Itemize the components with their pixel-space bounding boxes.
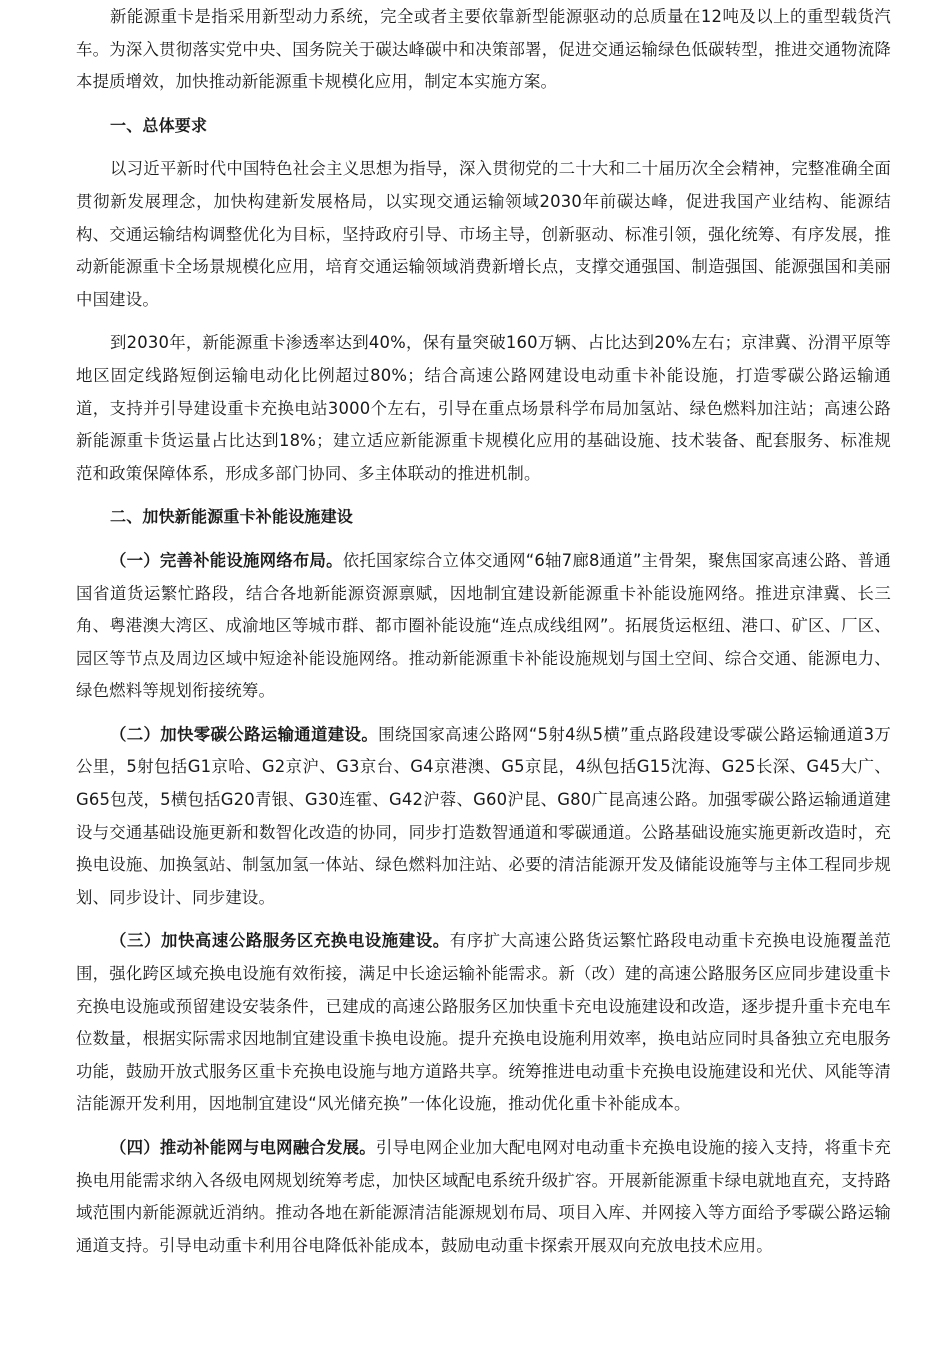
section-heading-charging-facilities: 二、加快新能源重卡补能设施建设 <box>110 507 354 527</box>
item-title: （一）完善补能设施网络布局。 <box>110 550 343 570</box>
intro-paragraph: 新能源重卡是指采用新型动力系统，完全或者主要依靠新型能源驱动的总质量在12吨及以上的重型载货汽车。为深入贯彻落实党中央、国务院关于碳达峰碳中和决策部署，促进交通运输绿色低碳转型，推进交通物流降本提质增效，加快推动新能源重卡规模化应用，制定本实施方案。 <box>76 7 891 92</box>
item-body: 引导电网企业加大配电网对电动重卡充换电设施的接入支持，将重卡充换电用能需求纳入各级电网规划统筹考虑，加快区域配电系统升级扩容。开展新能源重卡绿电就地直充，支持路域范围内新能源就近消纳。推动各地在新能源清洁能源规划布局、项目入库、并网接入等方面给予零碳公路运输通道支持。引导电动重卡利用谷电降低补能成本，鼓励电动重卡探索开展双向充放电技术应用。 <box>76 1138 892 1255</box>
item-zero-carbon-corridor <box>76 719 891 915</box>
item-title: （三）加快高速公路服务区充换电设施建设。 <box>110 931 450 951</box>
item-network-layout <box>76 545 891 708</box>
item-service-area-charging <box>76 925 891 1121</box>
targets-2030-paragraph: 到2030年，新能源重卡渗透率达到40%，保有量突破160万辆、占比达到20%左右；京津冀、汾渭平原等地区固定线路短倒运输电动化比例超过80%；结合高速公路网建设电动重卡补能设施，打造零碳公路运输通道，支持并引导建设重卡充换电站3000个左右，引导在重点场景科学布局加氢站、绿色燃料加注站；高速公路新能源重卡货运量占比达到18%；建立适应新能源重卡规模化应用的基础设施、技术装备、配套服务、标准规范和政策保障体系，形成多部门协同、多主体联动的推进机制。 <box>76 333 891 483</box>
item-title: （四）推动补能网与电网融合发展。 <box>110 1138 376 1157</box>
item-body: 围绕国家高速公路网“5射4纵5横”重点路段建设零碳公路运输通道3万公里，5射包括G1京哈、G2京沪、G3京台、G4京港澳、G5京昆，4纵包括G15沈海、G25长深、G45大广、G65包茂，5横包括G20青银、G30连霍、G42沪蓉、G60沪昆、G80广昆高速公路。加强零碳公路运输通道建设与交通基础设施更新和数智化改造的协同，同步打造数智通道和零碳通道。公路基础设施实施更新改造时，充换电设施、加换氢站、制氢加氢一体站、绿色燃料加注站、必要的清洁能源开发及储能设施等与主体工程同步规划、同步设计、同步建设。 <box>76 724 891 907</box>
overall-guidance-paragraph: 以习近平新时代中国特色社会主义思想为指导，深入贯彻党的二十大和二十届历次全会精神，完整准确全面贯彻新发展理念，加快构建新发展格局，以实现交通运输领域2030年前碳达峰，促进我国产业结构、能源结构、交通运输结构调整优化为目标，坚持政府引导、市场主导，创新驱动、标准引领，强化统筹、有序发展，推动新能源重卡全场景规模化应用，培育交通运输领域消费新增长点，支撑交通强国、制造强国、能源强国和美丽中国建设。 <box>76 159 891 309</box>
item-body: 依托国家综合立体交通网“6轴7廊8通道”主骨架，聚焦国家高速公路、普通国省道货运繁忙路段，结合各地新能源资源禀赋，因地制宜建设新能源重卡补能设施网络。推进京津冀、长三角、粤港澳大湾区、成渝地区等城市群、都市圈补能设施“连点成线组网”。拓展货运枢纽、港口、矿区、厂区、园区等节点及周边区域中短途补能设施网络。推动新能源重卡补能设施规划与国土空间、综合交通、能源电力、绿色燃料等规划衔接统筹。 <box>76 550 891 701</box>
item-title: （二）加快零碳公路运输通道建设。 <box>110 724 379 744</box>
item-grid-integration <box>76 1132 891 1262</box>
item-body: 有序扩大高速公路货运繁忙路段电动重卡充换电设施覆盖范围，强化跨区域充换电设施有效衔接，满足中长途运输补能需求。新（改）建的高速公路服务区应同步建设重卡充换电设施或预留建设安装条件，已建成的高速公路服务区加快重卡充电设施建设和改造，逐步提升重卡充电车位数量，根据实际需求因地制宜建设重卡换电设施。提升充换电设施利用效率，换电站应同时具备独立充电服务功能，鼓励开放式服务区重卡充换电设施与地方道路共享。统筹推进电动重卡充换电设施建设和光伏、风能等清洁能源开发利用，因地制宜建设“风光储充换”一体化设施，推动优化重卡补能成本。 <box>76 931 892 1114</box>
document-body <box>76 0 891 1262</box>
section-heading-overall-requirements: 一、总体要求 <box>110 115 208 135</box>
